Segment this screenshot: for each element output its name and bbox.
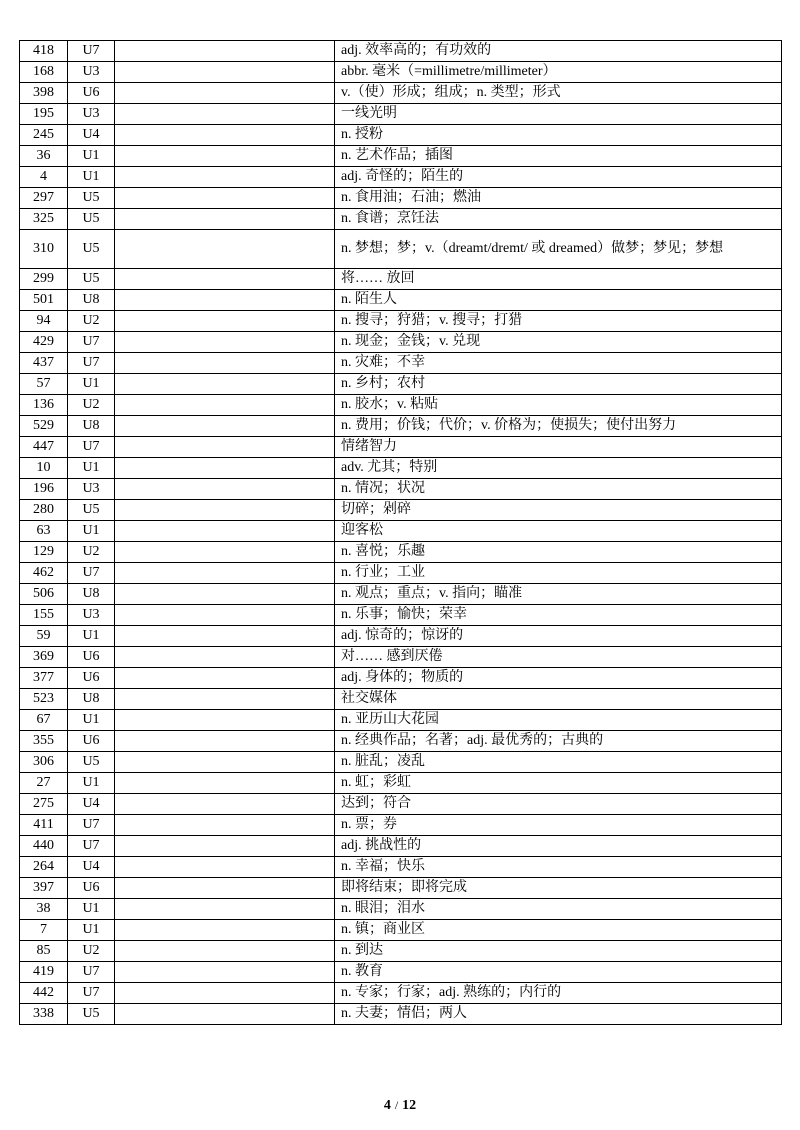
definition-cell: n. 眼泪；泪水 <box>335 899 782 920</box>
unit-cell: U3 <box>68 479 115 500</box>
table-row <box>20 167 782 188</box>
unit-cell: U1 <box>68 374 115 395</box>
definition-cell: n. 镇；商业区 <box>335 920 782 941</box>
definition-cell: v.（使）形成；组成；n. 类型；形式 <box>335 83 782 104</box>
definition-cell: n. 授粉 <box>335 125 782 146</box>
unit-cell: U2 <box>68 311 115 332</box>
row-number-cell: 429 <box>20 332 68 353</box>
unit-cell: U6 <box>68 647 115 668</box>
word-cell <box>115 209 335 230</box>
row-number-cell: 419 <box>20 962 68 983</box>
definition-cell: abbr. 毫米（=millimetre/millimeter） <box>335 62 782 83</box>
word-cell <box>115 62 335 83</box>
row-number-cell: 245 <box>20 125 68 146</box>
unit-cell: U6 <box>68 878 115 899</box>
row-number-cell: 447 <box>20 437 68 458</box>
table-row <box>20 83 782 104</box>
table-row <box>20 209 782 230</box>
unit-cell: U8 <box>68 290 115 311</box>
definition-cell: n. 夫妻；情侣；两人 <box>335 1004 782 1025</box>
definition-cell: n. 到达 <box>335 941 782 962</box>
word-cell <box>115 920 335 941</box>
table-row <box>20 941 782 962</box>
table-row <box>20 752 782 773</box>
table-row <box>20 332 782 353</box>
vocabulary-table-body <box>20 41 782 1025</box>
word-cell <box>115 983 335 1004</box>
table-row <box>20 563 782 584</box>
definition-cell: 一线光明 <box>335 104 782 125</box>
unit-cell: U7 <box>68 353 115 374</box>
definition-cell: adj. 奇怪的；陌生的 <box>335 167 782 188</box>
definition-cell: n. 亚历山大花园 <box>335 710 782 731</box>
row-number-cell: 264 <box>20 857 68 878</box>
word-cell <box>115 374 335 395</box>
row-number-cell: 155 <box>20 605 68 626</box>
unit-cell: U8 <box>68 416 115 437</box>
row-number-cell: 418 <box>20 41 68 62</box>
definition-cell: 对…… 感到厌倦 <box>335 647 782 668</box>
definition-cell: n. 行业；工业 <box>335 563 782 584</box>
definition-cell: n. 脏乱；凌乱 <box>335 752 782 773</box>
unit-cell: U4 <box>68 794 115 815</box>
definition-cell: n. 食用油；石油；燃油 <box>335 188 782 209</box>
table-row <box>20 584 782 605</box>
unit-cell: U5 <box>68 230 115 269</box>
table-row <box>20 62 782 83</box>
table-row <box>20 626 782 647</box>
table-row <box>20 521 782 542</box>
table-row <box>20 500 782 521</box>
row-number-cell: 437 <box>20 353 68 374</box>
definition-cell: n. 乡村；农村 <box>335 374 782 395</box>
unit-cell: U5 <box>68 752 115 773</box>
row-number-cell: 27 <box>20 773 68 794</box>
definition-cell: n. 陌生人 <box>335 290 782 311</box>
definition-cell: n. 乐事；愉快；荣幸 <box>335 605 782 626</box>
unit-cell: U6 <box>68 668 115 689</box>
row-number-cell: 10 <box>20 458 68 479</box>
word-cell <box>115 752 335 773</box>
row-number-cell: 168 <box>20 62 68 83</box>
definition-cell: 情绪智力 <box>335 437 782 458</box>
definition-cell: n. 现金；金钱；v. 兑现 <box>335 332 782 353</box>
total-pages-number: 12 <box>402 1098 417 1113</box>
word-cell <box>115 647 335 668</box>
unit-cell: U1 <box>68 626 115 647</box>
table-row <box>20 899 782 920</box>
word-cell <box>115 584 335 605</box>
row-number-cell: 501 <box>20 290 68 311</box>
word-cell <box>115 563 335 584</box>
word-cell <box>115 104 335 125</box>
unit-cell: U5 <box>68 188 115 209</box>
definition-cell: adv. 尤其；特别 <box>335 458 782 479</box>
definition-cell: 切碎；剁碎 <box>335 500 782 521</box>
unit-cell: U1 <box>68 899 115 920</box>
word-cell <box>115 689 335 710</box>
row-number-cell: 338 <box>20 1004 68 1025</box>
row-number-cell: 7 <box>20 920 68 941</box>
unit-cell: U7 <box>68 962 115 983</box>
unit-cell: U5 <box>68 500 115 521</box>
word-cell <box>115 815 335 836</box>
definition-cell: adj. 挑战性的 <box>335 836 782 857</box>
definition-cell: adj. 效率高的；有功效的 <box>335 41 782 62</box>
unit-cell: U2 <box>68 395 115 416</box>
word-cell <box>115 773 335 794</box>
page-separator: / <box>394 1098 399 1112</box>
definition-cell: n. 教育 <box>335 962 782 983</box>
row-number-cell: 195 <box>20 104 68 125</box>
definition-cell: n. 灾难；不幸 <box>335 353 782 374</box>
definition-cell: n. 观点；重点；v. 指向；瞄准 <box>335 584 782 605</box>
definition-cell: adj. 惊奇的；惊讶的 <box>335 626 782 647</box>
table-row <box>20 794 782 815</box>
table-row <box>20 311 782 332</box>
definition-cell: n. 幸福；快乐 <box>335 857 782 878</box>
word-cell <box>115 794 335 815</box>
unit-cell: U3 <box>68 62 115 83</box>
row-number-cell: 377 <box>20 668 68 689</box>
unit-cell: U5 <box>68 1004 115 1025</box>
word-cell <box>115 479 335 500</box>
unit-cell: U1 <box>68 167 115 188</box>
unit-cell: U4 <box>68 857 115 878</box>
definition-cell: n. 艺术作品；插图 <box>335 146 782 167</box>
definition-cell: n. 胶水；v. 粘贴 <box>335 395 782 416</box>
table-row <box>20 920 782 941</box>
table-row <box>20 815 782 836</box>
table-row <box>20 542 782 563</box>
word-cell <box>115 836 335 857</box>
definition-cell: n. 专家；行家；adj. 熟练的；内行的 <box>335 983 782 1004</box>
table-row <box>20 962 782 983</box>
table-row <box>20 188 782 209</box>
unit-cell: U8 <box>68 689 115 710</box>
unit-cell: U5 <box>68 269 115 290</box>
table-row <box>20 710 782 731</box>
table-row <box>20 605 782 626</box>
word-cell <box>115 941 335 962</box>
table-row <box>20 983 782 1004</box>
table-row <box>20 836 782 857</box>
unit-cell: U7 <box>68 332 115 353</box>
unit-cell: U3 <box>68 104 115 125</box>
definition-cell: n. 虹；彩虹 <box>335 773 782 794</box>
unit-cell: U1 <box>68 458 115 479</box>
row-number-cell: 442 <box>20 983 68 1004</box>
word-cell <box>115 188 335 209</box>
word-cell <box>115 395 335 416</box>
definition-cell: n. 费用；价钱；代价；v. 价格为；使损失；使付出努力 <box>335 416 782 437</box>
definition-cell: n. 票；券 <box>335 815 782 836</box>
unit-cell: U8 <box>68 584 115 605</box>
word-cell <box>115 125 335 146</box>
word-cell <box>115 230 335 269</box>
definition-cell: 迎客松 <box>335 521 782 542</box>
unit-cell: U7 <box>68 836 115 857</box>
row-number-cell: 325 <box>20 209 68 230</box>
word-cell <box>115 962 335 983</box>
word-cell <box>115 353 335 374</box>
word-cell <box>115 311 335 332</box>
row-number-cell: 369 <box>20 647 68 668</box>
table-row <box>20 104 782 125</box>
definition-cell: 社交媒体 <box>335 689 782 710</box>
unit-cell: U6 <box>68 83 115 104</box>
table-row <box>20 374 782 395</box>
table-row <box>20 353 782 374</box>
word-cell <box>115 605 335 626</box>
definition-cell: n. 食谱；烹饪法 <box>335 209 782 230</box>
row-number-cell: 94 <box>20 311 68 332</box>
unit-cell: U1 <box>68 773 115 794</box>
definition-cell: 将…… 放回 <box>335 269 782 290</box>
row-number-cell: 59 <box>20 626 68 647</box>
row-number-cell: 397 <box>20 878 68 899</box>
word-cell <box>115 542 335 563</box>
word-cell <box>115 41 335 62</box>
definition-cell: n. 梦想；梦；v.（dreamt/dremt/ 或 dreamed）做梦；梦见；梦想 <box>335 230 782 269</box>
vocabulary-table <box>19 40 782 1025</box>
word-cell <box>115 167 335 188</box>
definition-cell: 即将结束；即将完成 <box>335 878 782 899</box>
page-number <box>0 1098 800 1114</box>
word-cell <box>115 146 335 167</box>
row-number-cell: 306 <box>20 752 68 773</box>
row-number-cell: 299 <box>20 269 68 290</box>
table-row <box>20 731 782 752</box>
row-number-cell: 310 <box>20 230 68 269</box>
table-row <box>20 290 782 311</box>
table-row <box>20 479 782 500</box>
word-cell <box>115 437 335 458</box>
word-cell <box>115 83 335 104</box>
word-cell <box>115 1004 335 1025</box>
row-number-cell: 275 <box>20 794 68 815</box>
word-cell <box>115 626 335 647</box>
row-number-cell: 36 <box>20 146 68 167</box>
word-cell <box>115 290 335 311</box>
definition-cell: n. 情况；状况 <box>335 479 782 500</box>
row-number-cell: 85 <box>20 941 68 962</box>
unit-cell: U5 <box>68 209 115 230</box>
definition-cell: n. 搜寻；狩猎；v. 搜寻；打猎 <box>335 311 782 332</box>
definition-cell: n. 经典作品；名著；adj. 最优秀的；古典的 <box>335 731 782 752</box>
row-number-cell: 67 <box>20 710 68 731</box>
table-row <box>20 269 782 290</box>
unit-cell: U7 <box>68 437 115 458</box>
unit-cell: U1 <box>68 920 115 941</box>
row-number-cell: 523 <box>20 689 68 710</box>
row-number-cell: 63 <box>20 521 68 542</box>
unit-cell: U4 <box>68 125 115 146</box>
word-cell <box>115 269 335 290</box>
table-row <box>20 689 782 710</box>
table-row <box>20 647 782 668</box>
row-number-cell: 355 <box>20 731 68 752</box>
row-number-cell: 529 <box>20 416 68 437</box>
row-number-cell: 398 <box>20 83 68 104</box>
row-number-cell: 411 <box>20 815 68 836</box>
table-row <box>20 773 782 794</box>
table-row <box>20 41 782 62</box>
unit-cell: U1 <box>68 146 115 167</box>
word-cell <box>115 521 335 542</box>
unit-cell: U7 <box>68 41 115 62</box>
row-number-cell: 129 <box>20 542 68 563</box>
unit-cell: U7 <box>68 563 115 584</box>
row-number-cell: 196 <box>20 479 68 500</box>
table-row <box>20 416 782 437</box>
table-row <box>20 125 782 146</box>
word-cell <box>115 857 335 878</box>
unit-cell: U2 <box>68 941 115 962</box>
word-cell <box>115 332 335 353</box>
unit-cell: U7 <box>68 815 115 836</box>
table-row <box>20 668 782 689</box>
word-cell <box>115 710 335 731</box>
table-row <box>20 1004 782 1025</box>
word-cell <box>115 416 335 437</box>
row-number-cell: 280 <box>20 500 68 521</box>
unit-cell: U3 <box>68 605 115 626</box>
row-number-cell: 38 <box>20 899 68 920</box>
word-cell <box>115 731 335 752</box>
row-number-cell: 506 <box>20 584 68 605</box>
word-cell <box>115 458 335 479</box>
unit-cell: U2 <box>68 542 115 563</box>
table-row <box>20 437 782 458</box>
row-number-cell: 57 <box>20 374 68 395</box>
table-row <box>20 878 782 899</box>
unit-cell: U7 <box>68 983 115 1004</box>
definition-cell: n. 喜悦；乐趣 <box>335 542 782 563</box>
current-page-number: 4 <box>383 1098 391 1113</box>
row-number-cell: 4 <box>20 167 68 188</box>
row-number-cell: 462 <box>20 563 68 584</box>
table-row <box>20 230 782 269</box>
unit-cell: U6 <box>68 731 115 752</box>
word-cell <box>115 878 335 899</box>
word-cell <box>115 500 335 521</box>
table-row <box>20 458 782 479</box>
word-cell <box>115 668 335 689</box>
table-row <box>20 857 782 878</box>
word-cell <box>115 899 335 920</box>
definition-cell: 达到；符合 <box>335 794 782 815</box>
row-number-cell: 136 <box>20 395 68 416</box>
unit-cell: U1 <box>68 710 115 731</box>
unit-cell: U1 <box>68 521 115 542</box>
table-row <box>20 395 782 416</box>
table-row <box>20 146 782 167</box>
row-number-cell: 440 <box>20 836 68 857</box>
definition-cell: adj. 身体的；物质的 <box>335 668 782 689</box>
row-number-cell: 297 <box>20 188 68 209</box>
